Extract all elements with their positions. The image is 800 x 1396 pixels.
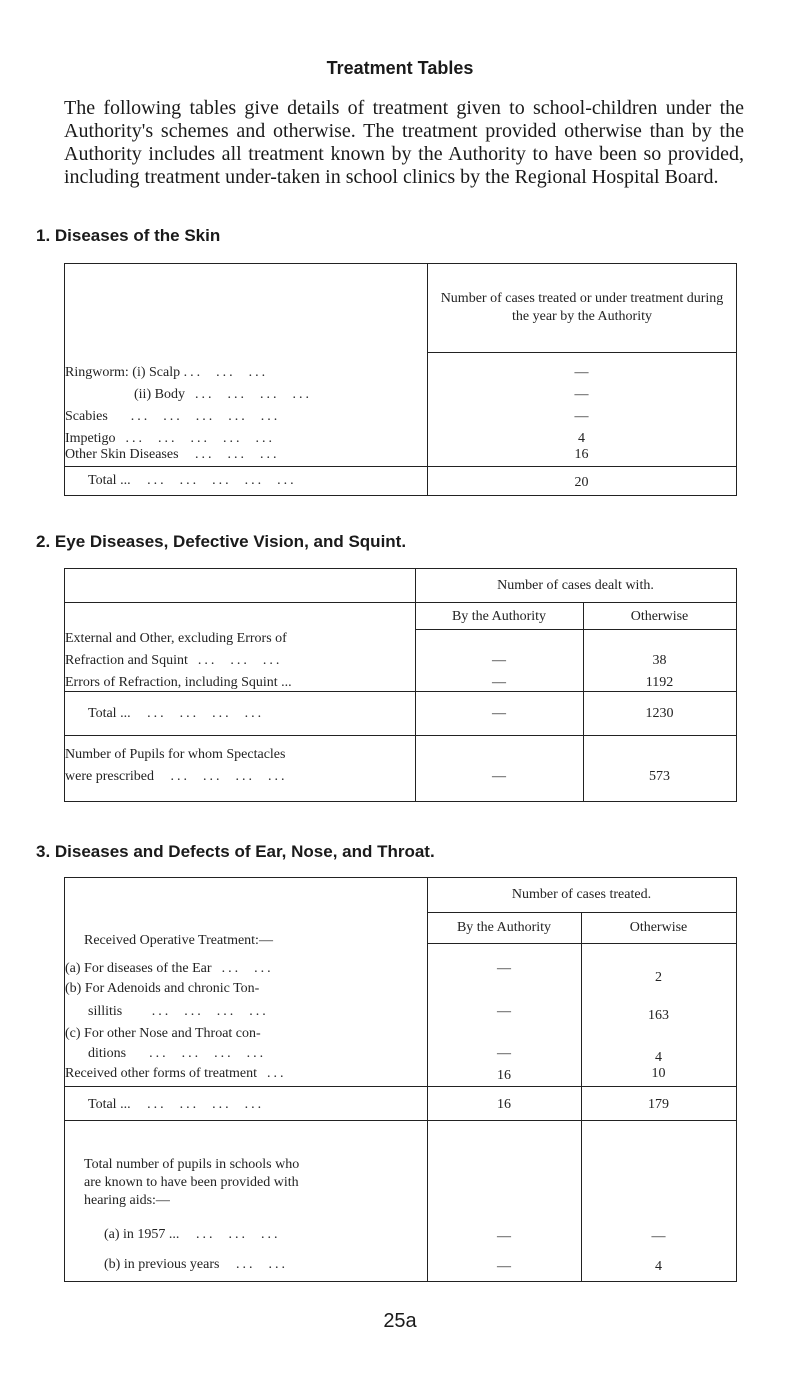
row-value: 1192 — [645, 675, 674, 690]
group-header: Number of cases dealt with. — [497, 578, 654, 593]
row-value: — — [497, 1229, 511, 1244]
total-value: 16 — [497, 1097, 511, 1112]
row-value: — — [492, 675, 506, 690]
table-rule — [736, 568, 737, 802]
total-value: 1230 — [645, 706, 674, 721]
row-value: 4 — [655, 1259, 662, 1274]
row-label: Scabies — [65, 409, 108, 424]
row-value: — — [492, 653, 506, 668]
column-header-otherwise: Otherwise — [630, 609, 689, 624]
row-value: 38 — [652, 653, 667, 668]
section2-heading: 2. Eye Diseases, Defective Vision, and Squint. — [36, 532, 407, 551]
column-header-otherwise: Otherwise — [629, 920, 688, 935]
table-rule — [64, 735, 736, 736]
section3-heading: 3. Diseases and Defects of Ear, Nose, and Throat. — [36, 842, 435, 861]
table-rule — [64, 263, 736, 264]
row-label: Ringworm: (i) Scalp — [65, 365, 181, 380]
total-label: Total ... — [88, 1097, 131, 1112]
table-rule — [64, 602, 736, 603]
table-rule — [64, 801, 736, 802]
table-rule — [64, 1120, 736, 1121]
row-label: Number of Pupils for whom Spectacles — [65, 747, 286, 762]
row-value: — — [497, 1046, 511, 1061]
table-rule — [736, 877, 737, 1282]
row-label: are known to have been provided with — [84, 1175, 299, 1190]
row-label: sillitis — [88, 1004, 123, 1019]
row-value: 4 — [655, 1050, 662, 1065]
table-rule — [427, 943, 736, 944]
row-label: Received Operative Treatment:— — [84, 933, 273, 948]
page-number: 25a — [383, 1310, 417, 1332]
row-value: 10 — [651, 1066, 666, 1081]
page-title: Treatment Tables — [326, 58, 474, 78]
table-rule — [64, 466, 736, 467]
row-label: Refraction and Squint — [65, 653, 188, 668]
row-value: — — [497, 1259, 511, 1274]
row-value: 163 — [648, 1008, 669, 1023]
row-value: 2 — [655, 970, 662, 985]
row-value: — — [651, 1229, 666, 1244]
row-value: — — [492, 769, 506, 784]
intro-paragraph: The following tables give details of treatment given to school-children under the Authority's schemes and otherwise. The treatment provided otherwise than by the Authority includes all treatment known by the Authority to have been so provided, including treatment under-taken in school clinics by the Regional Hospital Board. — [64, 97, 744, 188]
total-label: Total ... — [88, 706, 131, 721]
row-label: (a) For diseases of the Ear — [65, 961, 212, 976]
table-rule — [64, 691, 736, 692]
row-label: were prescribed — [65, 769, 155, 784]
table-rule — [64, 1086, 736, 1087]
total-value: 179 — [648, 1097, 669, 1112]
row-value: 573 — [649, 769, 670, 784]
row-value: — — [574, 387, 589, 402]
table-rule — [64, 568, 736, 569]
table-rule — [64, 1281, 736, 1282]
row-label: External and Other, excluding Errors of — [65, 631, 287, 646]
row-label: (a) in 1957 ... — [104, 1227, 180, 1242]
total-label: Total ... — [88, 473, 131, 488]
table-rule — [415, 629, 736, 630]
row-label: hearing aids:— — [84, 1193, 170, 1208]
row-value: 16 — [497, 1068, 511, 1083]
row-value: 4 — [578, 431, 585, 446]
row-label: Total number of pupils in schools who — [84, 1157, 300, 1172]
row-value: 16 — [574, 447, 589, 462]
table-rule — [427, 352, 736, 353]
column-header-authority: By the Authority — [456, 920, 552, 935]
row-label: (b) For Adenoids and chronic Ton- — [65, 981, 260, 996]
row-label: ditions — [88, 1046, 127, 1061]
row-label: (ii) Body — [134, 387, 185, 402]
row-label: Received other forms of treatment — [65, 1066, 258, 1081]
row-value: — — [497, 1004, 511, 1019]
column-header: Number of cases treated or under treatment during the year by the Authority — [440, 291, 724, 324]
table-rule — [64, 495, 736, 496]
row-label: Impetigo — [65, 431, 116, 446]
row-label: Errors of Refraction, including Squint ... — [65, 675, 292, 690]
row-value: — — [497, 961, 511, 976]
row-value: — — [574, 365, 589, 380]
column-header-authority: By the Authority — [451, 609, 547, 624]
total-value: 20 — [574, 475, 589, 490]
row-label: Other Skin Diseases — [65, 447, 179, 462]
row-value: — — [574, 409, 589, 424]
total-value: — — [492, 706, 506, 721]
group-header: Number of cases treated. — [511, 887, 652, 902]
row-label: (b) in previous years — [104, 1257, 220, 1272]
row-label: (c) For other Nose and Throat con- — [65, 1026, 261, 1041]
table-rule — [64, 877, 736, 878]
table-rule — [427, 912, 736, 913]
section1-heading: 1. Diseases of the Skin — [36, 226, 221, 245]
table-rule — [736, 263, 737, 496]
